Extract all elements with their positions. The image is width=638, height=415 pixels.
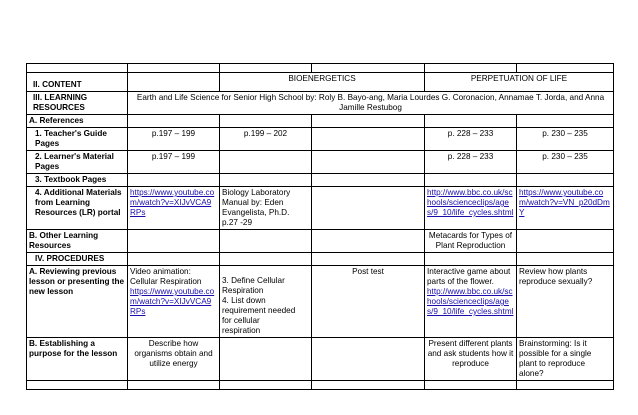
learners-material-row [27,151,614,174]
procedures-cell [425,253,517,266]
establishing-c3 [312,338,425,381]
learners-material-pages-3 [312,151,425,174]
references-cell [312,115,425,128]
reviewing-c5: Review how plants reproduce sexually? [517,266,614,338]
procedures-label: IV. PROCEDURES [27,253,128,266]
other-resources-c2 [220,230,312,253]
teachers-guide-label: 1. Teacher's Guide Pages [27,128,128,151]
bbc-link[interactable]: http://www.bbc.co.uk/schools/scienceclips/ages/9_10/life_cycles.shtml [427,287,514,316]
reviewing-label: A. Reviewing previous lesson or presenting the new lesson [27,266,128,338]
procedures-cell [220,253,312,266]
content-row [27,73,614,92]
other-resources-c3 [312,230,425,253]
establishing-c2 [220,338,312,381]
additional-c1 [128,187,220,230]
textbook-cell [312,174,425,187]
header-cell [517,64,614,73]
reviewing-c3: Post test [312,266,425,338]
trailing-cell [517,381,614,390]
header-row [27,64,614,73]
textbook-row [27,174,614,187]
other-resources-label: B. Other Learning Resources [27,230,128,253]
interactive-game-text: Interactive game about parts of the flower. [427,267,511,286]
textbook-cell [220,174,312,187]
bbc-link[interactable]: http://www.bbc.co.uk/schools/scienceclips/ages/9_10/life_cycles.shtml [427,188,514,217]
reviewing-c4 [425,266,517,338]
teachers-guide-pages-3 [312,128,425,151]
lesson-plan-table [26,63,614,390]
learning-resources-text: Earth and Life Science for Senior High School by: Roly B. Bayo-ang, Maria Lourdes G. Coronacion, Annamae T. Jorda, and Anna Jamille Restubog [128,92,614,115]
procedures-cell [128,253,220,266]
reviewing-c2: 3. Define Cellular Respiration 4. List down requirement needed for cellular respiration [220,266,312,338]
learners-material-label: 2. Learner's Material Pages [27,151,128,174]
header-cell [220,64,312,73]
learners-material-pages-4: p. 228 – 233 [425,151,517,174]
establishing-row [27,338,614,381]
teachers-guide-row [27,128,614,151]
additional-c3 [312,187,425,230]
procedures-row [27,253,614,266]
references-cell [425,115,517,128]
other-resources-c5 [517,230,614,253]
references-row [27,115,614,128]
additional-c4 [425,187,517,230]
lab-manual-text: Biology Laboratory Manual by: Eden Evangelista, Ph.D. [222,188,291,217]
learners-material-pages-1: p.197 – 199 [128,151,220,174]
textbook-cell [425,174,517,187]
trailing-row [27,381,614,390]
additional-c2 [220,187,312,230]
textbook-cell [128,174,220,187]
procedures-cell [312,253,425,266]
trailing-cell [220,381,312,390]
additional-materials-row [27,187,614,230]
additional-c5 [517,187,614,230]
teachers-guide-pages-2: p.199 – 202 [220,128,312,151]
references-cell [517,115,614,128]
content-cell-1 [128,73,220,92]
trailing-cell [128,381,220,390]
establishing-c1: Describe how organisms obtain and utilize energy [128,338,220,381]
additional-materials-label: 4. Additional Materials from Learning Resources (LR) portal [27,187,128,230]
trailing-cell [312,381,425,390]
textbook-label: 3. Textbook Pages [27,174,128,187]
learners-material-pages-5: p. 230 – 235 [517,151,614,174]
learners-material-pages-2 [220,151,312,174]
establishing-label: B. Establishing a purpose for the lesson [27,338,128,381]
references-cell [128,115,220,128]
header-cell [312,64,425,73]
establishing-c5: Brainstorming: Is it possible for a single plant to reproduce alone? [517,338,614,381]
textbook-cell [517,174,614,187]
procedures-cell [517,253,614,266]
header-cell [27,64,128,73]
youtube-link[interactable]: https://www.youtube.com/watch?v=XIJvVCA9RPs [130,188,215,217]
youtube-link[interactable]: https://www.youtube.com/watch?v=VN_p20dDmY [519,188,610,217]
content-perpetuation: PERPETUATION OF LIFE [425,73,614,92]
learning-resources-row [27,92,614,115]
reviewing-row [27,266,614,338]
references-cell [220,115,312,128]
video-animation-text: Video animation: Cellular Respiration [130,267,202,286]
content-label: II. CONTENT [27,73,128,92]
teachers-guide-pages-1: p.197 – 199 [128,128,220,151]
teachers-guide-pages-4: p. 228 – 233 [425,128,517,151]
youtube-link[interactable]: https://www.youtube.com/watch?v=XIJvVCA9RPs [130,287,215,316]
content-bioenergetics: BIOENERGETICS [220,73,425,92]
header-cell [425,64,517,73]
trailing-cell [27,381,128,390]
learning-resources-label: III. LEARNING RESOURCES [27,92,128,115]
other-resources-row [27,230,614,253]
other-resources-c1 [128,230,220,253]
trailing-cell [425,381,517,390]
lab-manual-pages: p.27 -29 [222,218,253,227]
header-cell [128,64,220,73]
reviewing-c1 [128,266,220,338]
establishing-c4: Present different plants and ask students how it reproduce [425,338,517,381]
references-label: A. References [27,115,128,128]
teachers-guide-pages-5: p. 230 – 235 [517,128,614,151]
other-resources-c4: Metacards for Types of Plant Reproduction [425,230,517,253]
